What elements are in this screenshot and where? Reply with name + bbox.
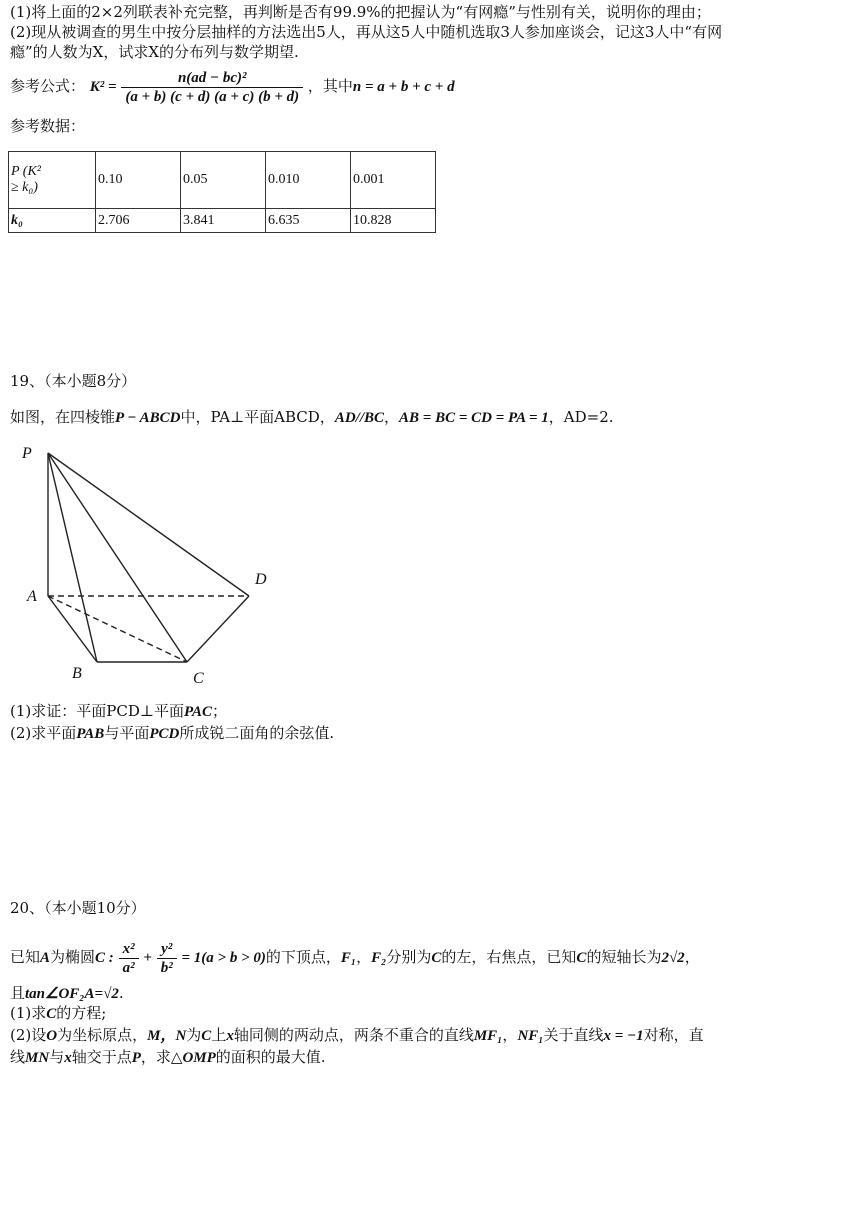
q20-text: ， bbox=[684, 948, 700, 966]
q20-text: 且 bbox=[10, 984, 26, 1002]
q20-math: C bbox=[431, 950, 442, 966]
q19-part2-math: PAB bbox=[76, 726, 105, 742]
q20-text: 轴交于点 bbox=[71, 1048, 132, 1066]
q20-text: . bbox=[118, 984, 124, 1002]
table-cell: 0.10 bbox=[96, 152, 181, 209]
q19-stem-text: ， bbox=[384, 408, 400, 426]
edge-CD bbox=[187, 596, 249, 662]
q20-math: C bbox=[201, 1028, 212, 1044]
table-cell: 6.635 bbox=[266, 209, 351, 233]
label-B: B bbox=[72, 665, 82, 682]
table-row bbox=[9, 152, 436, 209]
table-head-p bbox=[9, 152, 96, 209]
formula-lhs: K² = bbox=[89, 79, 117, 95]
q20-text: 关于直线 bbox=[543, 1026, 604, 1044]
q20-math: + bbox=[143, 950, 152, 966]
q20-math: MF₁ bbox=[473, 1028, 503, 1044]
edge-PD bbox=[48, 453, 249, 596]
q20-text: 线 bbox=[10, 1048, 26, 1066]
q20-math: F₂ bbox=[371, 950, 387, 966]
label-A: A bbox=[27, 588, 37, 605]
q20-text: 与 bbox=[49, 1048, 65, 1066]
q20-frac-num: x² bbox=[119, 940, 139, 959]
q20-math: = 1(a > b > 0) bbox=[181, 950, 266, 966]
table-cell: 0.05 bbox=[181, 152, 266, 209]
edge-PC bbox=[48, 453, 187, 662]
q20-text: 的短轴长为 bbox=[586, 948, 662, 966]
q20-text: 的下顶点， bbox=[265, 948, 341, 966]
formula-denominator: (a + b) (c + d) (a + c) (b + d) bbox=[125, 88, 300, 105]
q19-stem-text: 如图，在四棱锥 bbox=[10, 408, 116, 426]
critical-value-table bbox=[8, 151, 436, 233]
label-C: C bbox=[193, 670, 204, 687]
q20-text: 的面积的最大值. bbox=[215, 1048, 326, 1066]
q20-math: P bbox=[131, 1050, 141, 1066]
table-cell: 2.706 bbox=[96, 209, 181, 233]
q20-math: tan∠OF₂A=√2 bbox=[25, 986, 119, 1002]
q19-part2-text: 所成锐二面角的余弦值. bbox=[179, 724, 335, 742]
q20-text: 为椭圆 bbox=[50, 948, 96, 966]
q20-text: (1)求 bbox=[10, 1004, 47, 1022]
formula-label: 参考公式： bbox=[10, 77, 86, 95]
formula-fraction bbox=[121, 69, 303, 106]
q19-part1-math: PAC bbox=[183, 704, 213, 720]
q19-part1-text: ； bbox=[212, 702, 228, 720]
q20-math: M，N bbox=[147, 1028, 187, 1044]
q19-part1-text: (1)求证：平面PCD⊥平面 bbox=[10, 702, 184, 720]
q20-math: MN bbox=[25, 1050, 50, 1066]
q19-stem bbox=[10, 407, 614, 428]
q20-math: OMP bbox=[182, 1050, 216, 1066]
q20-text: 的方程; bbox=[56, 1004, 107, 1022]
q20-math: C bbox=[576, 950, 587, 966]
q19-stem-text: ，AD=2. bbox=[548, 408, 614, 426]
table-cell: 10.828 bbox=[351, 209, 436, 233]
q20-part1 bbox=[10, 1003, 106, 1024]
edge-AC-hidden bbox=[48, 596, 187, 662]
q18-data-label: 参考数据： bbox=[10, 117, 86, 135]
formula-numerator: n(ad − bc)² bbox=[121, 69, 303, 88]
q20-text: 的左，右焦点，已知 bbox=[441, 948, 577, 966]
q19-part1 bbox=[10, 701, 227, 722]
q19-part2 bbox=[10, 723, 334, 744]
q20-part2-line2 bbox=[10, 1047, 326, 1068]
table-cell: 0.010 bbox=[266, 152, 351, 209]
q20-text: ， bbox=[502, 1026, 518, 1044]
q20-math: C : bbox=[95, 950, 114, 966]
q20-text: 分别为 bbox=[386, 948, 432, 966]
table-head-p-line1: P (K² bbox=[11, 164, 41, 179]
table-cell: 0.001 bbox=[351, 152, 436, 209]
q19-stem-math: AB = BC = CD = PA = 1 bbox=[399, 410, 549, 426]
table-cell: 3.841 bbox=[181, 209, 266, 233]
q20-math: NF₁ bbox=[517, 1028, 544, 1044]
q20-text: 轴同侧的两动点，两条不重合的直线 bbox=[233, 1026, 474, 1044]
q20-text: (2)设 bbox=[10, 1026, 47, 1044]
table-head-k: k₀ bbox=[9, 209, 96, 233]
q18-part1: (1)将上面的2×2列联表补充完整，再判断是否有99.9%的把握认为“有网瘾”与性别有关，说明你的理由； bbox=[10, 3, 711, 21]
q19-stem-math: P − ABCD bbox=[115, 410, 181, 426]
q19-part2-text: (2)求平面 bbox=[10, 724, 77, 742]
q20-fraction-y bbox=[157, 940, 177, 977]
q20-math: x = −1 bbox=[603, 1028, 644, 1044]
table-head-p-line2: ≥ k₀) bbox=[11, 180, 38, 195]
q19-heading: 19、（本小题8分） bbox=[10, 372, 137, 390]
q19-stem-text: 中，PA⊥平面ABCD， bbox=[180, 408, 335, 426]
q20-math: x bbox=[64, 1050, 72, 1066]
q20-text: 上 bbox=[211, 1026, 227, 1044]
q20-math: A bbox=[40, 950, 51, 966]
q18-formula bbox=[10, 66, 455, 107]
label-P: P bbox=[22, 445, 32, 462]
q20-text: 为 bbox=[186, 1026, 202, 1044]
q19-part2-text: 与平面 bbox=[104, 724, 150, 742]
pyramid-figure bbox=[0, 438, 300, 694]
q18-part2-line1: (2)现从被调查的男生中按分层抽样的方法选出5人，再从这5人中随机选取3人参加座谈会，记这3人中“有网 bbox=[10, 23, 723, 41]
q20-text: ，求△ bbox=[140, 1048, 183, 1066]
q20-math: O bbox=[46, 1028, 58, 1044]
label-D: D bbox=[255, 571, 267, 588]
q20-math: x bbox=[226, 1028, 234, 1044]
q19-stem-math: AD//BC bbox=[334, 410, 384, 426]
formula-n: n = a + b + c + d bbox=[352, 79, 455, 95]
q20-text: 对称，直 bbox=[643, 1026, 704, 1044]
table-row bbox=[9, 209, 436, 233]
q20-math: C bbox=[46, 1006, 57, 1022]
q20-frac-num: y² bbox=[157, 940, 177, 959]
q19-part2-math: PCD bbox=[149, 726, 180, 742]
q20-math: F₁ bbox=[340, 950, 357, 966]
q20-text: 已知 bbox=[10, 948, 41, 966]
formula-where: ，其中 bbox=[307, 77, 353, 95]
edge-PB bbox=[48, 453, 97, 662]
q20-frac-den: b² bbox=[160, 959, 173, 976]
q20-fraction-x bbox=[119, 940, 139, 977]
q20-frac-den: a² bbox=[122, 959, 135, 976]
q20-math: 2√2 bbox=[661, 950, 685, 966]
q20-heading: 20、（本小题10分） bbox=[10, 899, 146, 917]
q20-part2-line1 bbox=[10, 1025, 704, 1046]
q20-stem-line1 bbox=[10, 934, 700, 981]
q20-text: ， bbox=[356, 948, 372, 966]
q18-part2-line2: 瘾”的人数为X，试求X的分布列与数学期望. bbox=[10, 43, 299, 61]
q20-stem-line2 bbox=[10, 983, 124, 1004]
q20-text: 为坐标原点， bbox=[57, 1026, 148, 1044]
